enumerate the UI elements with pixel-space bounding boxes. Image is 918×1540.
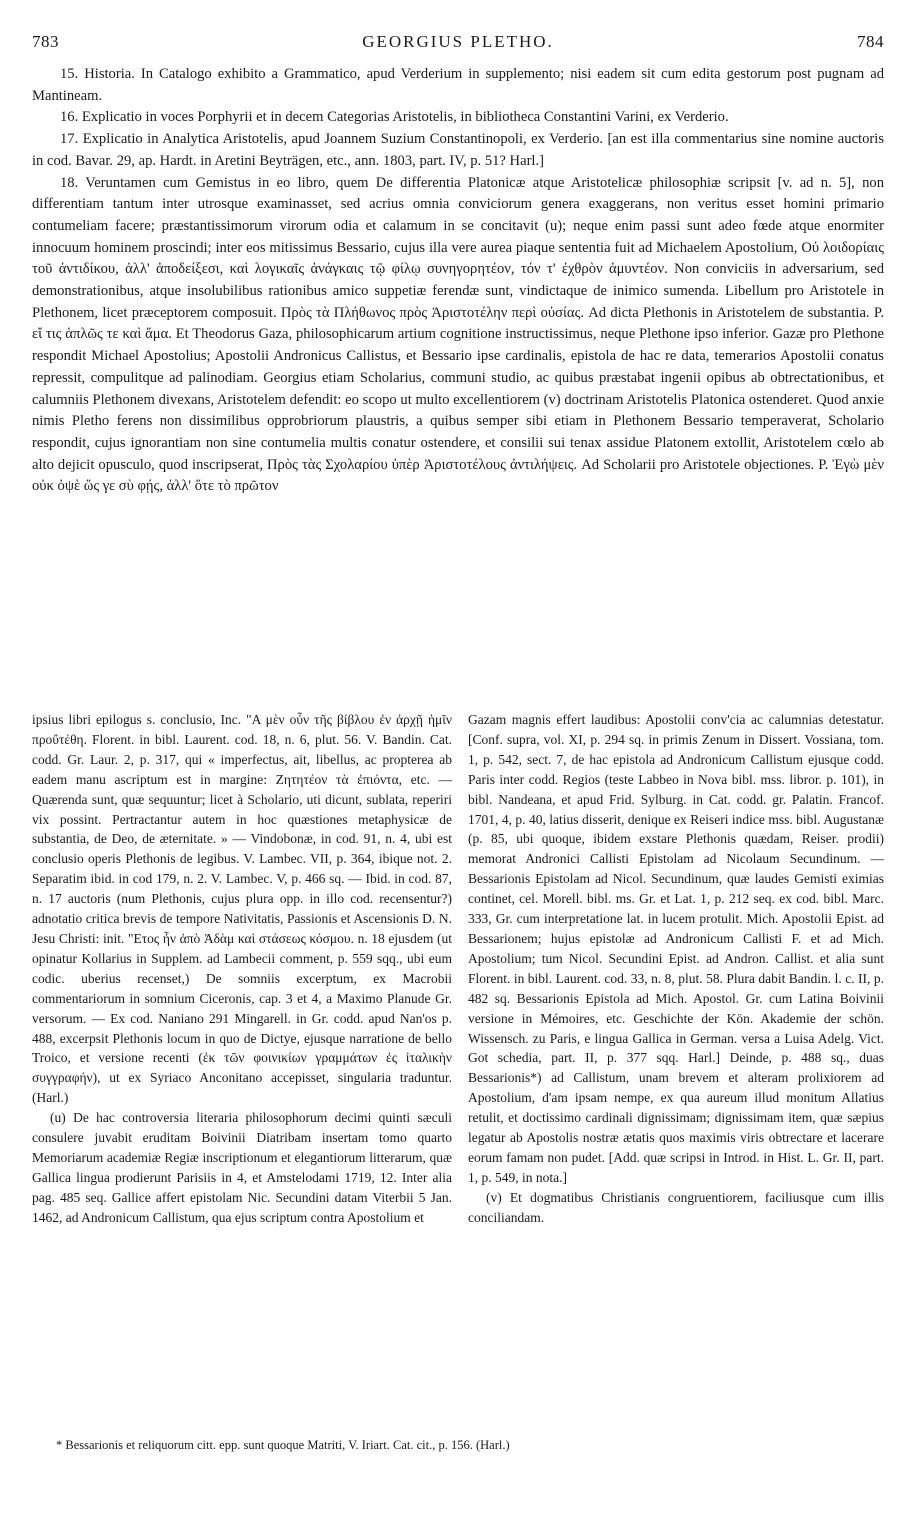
entry-15: 15. Historia. In Catalogo exhibito a Grammatico, apud Verderium in supplemento; nisi eadem sit cum edita gestorum post pugnam ad Mantineam. [32,66,884,104]
page-number-left: 783 [32,32,59,51]
page-number-right: 784 [857,32,884,51]
main-text [32,64,884,498]
running-title: GEORGIUS PLETHO. [362,32,554,51]
entry-16: 16. Explicatio in voces Porphyrii et in decem Categorias Aristotelis, in bibliotheca Constantini Varini, ex Verderio. [60,109,729,126]
left-note-column [32,710,452,1228]
note-u-continuation: Gazam magnis effert laudibus: Apostolii conv'cia ac calumnias detestatur. [Conf. supra, vol. XI, p. 294 sq. in primis Zenum in Dissert. Vossiana, tom. 1, p. 542, sect. 7, de hac epistola ad Andronicum Callistum ejusque codd. Paris inter codd. Regios (teste Labbeo in Nova bibl. mss. libror. p. 101), in bibl. Nandeana, et apud Frid. Sylburg. in Cat. codd. gr. Palatin. Francof. 1701, 4, p. 40, latius disserit, denique ex Reiseri indice mss. bibl. Augustanæ (p. 85, ubi quoque, ibidem exstare Plethonis quædam, Reiser. prodii) memorat Andronici Callisti Epistolam ad Nicolaum Secundinum. — Bessarionis Epistolam ad Nicol. Secundinum, quæ laudes Gemisti eximias continet, cel. Morell. bibl. ms. Gr. et Lat. 1, p. 212 seq. ex cod. bibl. Marc. 333, Gr. cum interpretatione lat. in lucem protulit. Mich. Apostolii Epist. ad Bessarionem; hujus epistolæ ad Andronicum Callisti F. et ad Mich. Apostolium; tum Nicol. Secundini Epist. ad Andron. Callist. et alia sunt Florent. in bibl. Laurent. cod. 33, n. 8, plut. 58. Plura dabit Bandin. l. c. II, p. 482 sq. Bessarionis Epistola ad Mich. Apostol. Gr. cum Latina Boivinii versione in Mémoires, etc. Geschichte der Kön. Akademie der schön. Wissensch. zu Paris, e lingua Gallica in German. versa a Luisa Adelg. Vict. Got schedia, part. II, p. 377 sqq. Harl.] Deinde, p. 488 sq., duas Bessarionis*) ad Callistum, unam brevem et alteram prolixiorem ad Apostolium, d'am ipsam nempe, ex qua aureum illud monitum Allatius retulit, et doctissimo cardinali dignissimam; dignissimam item, quæ sæpius legatur ab Apostolis nostræ ætatis quos maximis viris obtrectare et lacerare eorum famam non pudet. [Add. quæ scripsi in Introd. in Hist. L. Gr. II, part. 1, p. 549, in nota.] [468,712,884,1185]
entry-18: 18. Veruntamen cum Gemistus in eo libro, quem De differentia Platonicæ atque Aristotelicæ philosophiæ scripsit [v. ad n. 5], non differentiam tantum inter utrosque examinasset, sed acrius omnia conviciorum genera exaggerans, non veritus esset homini primario contumeliam facere; præstantissimorum virorum odia et calamum in se concitavit (u); neque enim passi sunt adeo fœde atque enormiter innocuum hominem proscindi; inter eos mitissimus Bessario, cujus illa vere aurea piaque sententia fuit ad Michaelem Apostolium, Οὐ λοιδορίαις τοῦ ἀντιδίκου, ἀλλ' ἀποδείξεσι, καὶ λογικαῖς ἀνάγκαις τῷ φίλῳ συνηγορητέον, τόν τ' ἐχθρὸν ἀμυντέον. Non conviciis in adversarium, sed demonstrationibus, atque insolubilibus rationibus amico suppetiæ ferendæ sunt, vindictaque de inimico sumenda. Libellum pro Aristotele in Plethonem, licet præceptorem composuit. Πρὸς τὰ Πλήθωνος πρὸς Ἀριστοτέλην περὶ οὐσίας. Ad dicta Plethonis in Aristotelem de substantia. P. εἴ τις ἁπλῶς τε καὶ ἅμα. Et Theodorus Gaza, philosophicarum artium cognitione instructissimus, neque Plethone ipso inferior. Gazæ pro Plethone respondit Michael Apostolius; Apostolii Andronicus Callistus, et Bessario ipse cardinalis, epistola de hac re data, temerarios Apostolii conatus repressit, compulitque ad palinodiam. Georgius etiam Scholarius, communi studio, ac quibus præstabat ingenii opibus ab obtrectationibus, et calumniis Plethonem divexans, Aristotelem defendit: eo scopo ut multo excellentiorem (v) doctrinam Aristotelis Platonica ostenderet. Quod anxie nimis Pletho ferens non dissimilibus opprobriorum plaustris, a quibus semper sibi etiam in Plethonem Bessario temperaverat, Scholario respondit, cujus ignorantiam non sine contumelia multis conatur ostendere, et consilii sui tenax assidue Platonem extollit, Aristotelem cœlo ab alto dejicit opusculo, quod inscripserat, Πρὸς τὰς Σχολαρίου ὑπὲρ Ἀριστοτέλους ἀντιλήψεις. Ad Scholarii pro Aristotele objectiones. P. Ἐγὼ μὲν οὐκ ὀψὲ ὥς γε σὺ φῄς, ἀλλ' ὅτε τὸ πρῶτον [32,174,884,495]
note-v: (v) Et dogmatibus Christianis congruentiorem, faciliusque cum illis conciliandam. [468,1189,884,1225]
footnote: * Bessarionis et reliquorum citt. epp. sunt quoque Matriti, V. Iriart. Cat. cit., p. 156. (Harl.) [56,1438,510,1452]
note-continuation: ipsius libri epilogus s. conclusio, Inc. "Α μὲν οὖν τῆς βίβλου ἐν ἀρχῇ ἡμῖν προὔτέθη. Florent. in bibl. Laurent. cod. 18, n. 6, plut. 56. V. Bandin. Cat. codd. Gr. Laur. 2, p. 317, qui « imperfectus, ait, libellus, ac propterea ab eadem manu ascriptum est in margine: Ζητητέον τὰ ἐπιόντα, etc. — Quærenda sunt, quæ sequuntur; licet à Scholario, uti dicunt, sublata, reperiri vix possint. Pertractantur autem in hoc quæstiones metaphysicæ de substantia, de Deo, de æternitate. » — Vindobonæ, in cod. 91, n. 4, ubi est conclusio operis Plethonis de legibus. V. Lambec. VII, p. 364, ibique not. 2. Separatim ibid. in cod 179, n. 2. V. Lambec. V, p. 466 sq. — Ibid. in cod. 87, n. 17 auctoris (num Plethonis, cujus plura opp. in illo cod. recensentur?) adnotatio critica brevis de tempore Nativitatis, Passionis et Ascensionis D. N. Jesu Christi: init. "Ετος ἦν ἀπὸ Ἀδὰμ καὶ στάσεως κόσμου. n. 18 ejusdem (ut opinatur Kollarius in Supplem. ad Lambecii comment, p. 559 sqq., ubi eum codic. uberius recenset,) De somniis excerptum, ex Macrobii commentariorum in somnium Ciceronis, cap. 3 et 4, a Maximo Planude Gr. versorum. — Ex cod. Naniano 291 Mingarell. in Gr. codd. apud Nan'os p. 488, excerpsit Plethonis locum in quo de Dictye, ejusque narratione de bello Troico, et versione recenti (ἐκ τῶν φοινικίων γραμμάτων ἐς ἰταλικὴν συγγραφήν), ut ex Syriaco Anconitano accepisset, singularia traduntur. (Harl.) [32,712,452,1106]
note-u: (u) De hac controversia literaria philosophorum decimi quinti sæculi consulere juvabit eruditam Boivinii Diatribam insertam tomo quarto Memoriarum academiæ Regiæ inscriptionum et elegantiorum litterarum, quæ Gallica lingua prodierunt Parisiis in 4, et Amstelodami 1719, 12. Inter alia pag. 485 seq. Gallice affert epistolam Nic. Secundini datam Viterbii 5 Jan. 1462, ad Andronicum Callistum, qua ejus scriptum contra Apostolium et [32,1110,452,1225]
page-header [32,32,884,54]
right-note-column [468,710,884,1228]
entry-17: 17. Explicatio in Analytica Aristotelis, apud Joannem Suzium Constantinopoli, ex Verderio. [an est illa commentarius sine nomine auctoris in cod. Bavar. 29, ap. Hardt. in Aretini Beyträgen, etc., ann. 1803, part. IV, p. 51? Harl.] [32,131,884,169]
